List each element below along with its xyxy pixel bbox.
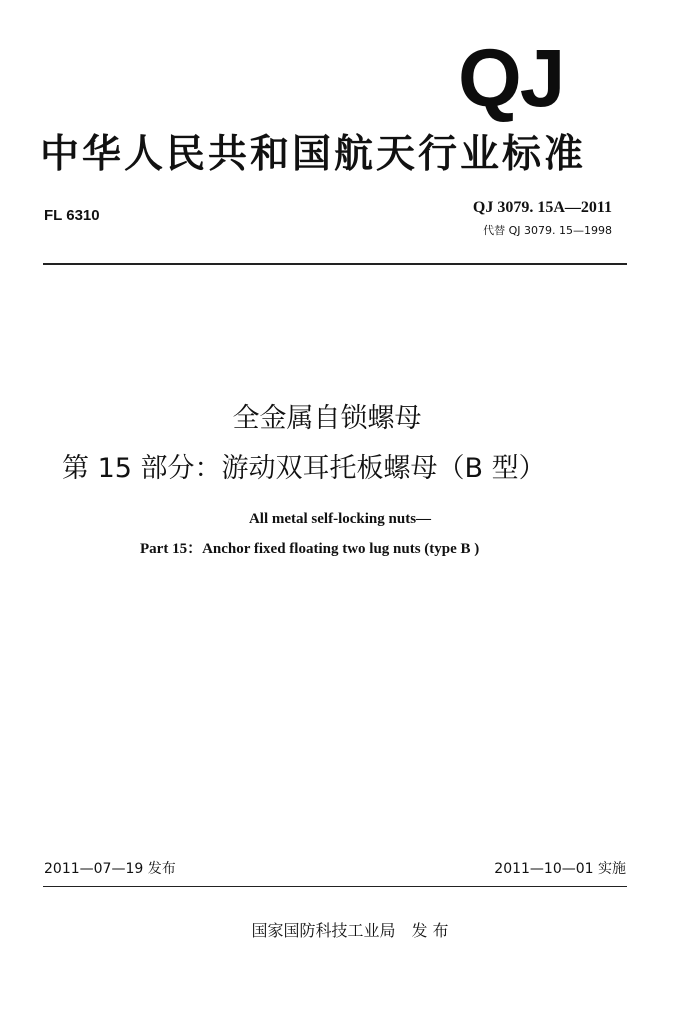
- document-title-en-line2: Part 15：Anchor fixed floating two lug nuts (type B ): [140, 541, 480, 557]
- replaces-note: 代替 QJ 3079. 15—1998: [483, 224, 612, 237]
- implementation-date: 2011—10—01 实施: [494, 861, 626, 877]
- standard-logo: QJ: [458, 33, 564, 124]
- classification-code: FL 6310: [44, 207, 100, 224]
- organization-title: 中华人民共和国航天行业标准: [40, 132, 587, 177]
- footer-divider: [43, 886, 627, 887]
- document-title-en-line1: All metal self-locking nuts—: [248, 511, 432, 527]
- document-title-zh-line1: 全金属自锁螺母: [232, 403, 422, 434]
- header-divider: [43, 263, 627, 265]
- issue-date: 2011—07—19 发布: [44, 861, 176, 877]
- document-title-zh-line2: 第 15 部分：游动双耳托板螺母（B 型）: [62, 453, 546, 484]
- standard-number: QJ 3079. 15A—2011: [472, 199, 612, 216]
- publisher: 国家国防科技工业局 发 布: [251, 921, 449, 940]
